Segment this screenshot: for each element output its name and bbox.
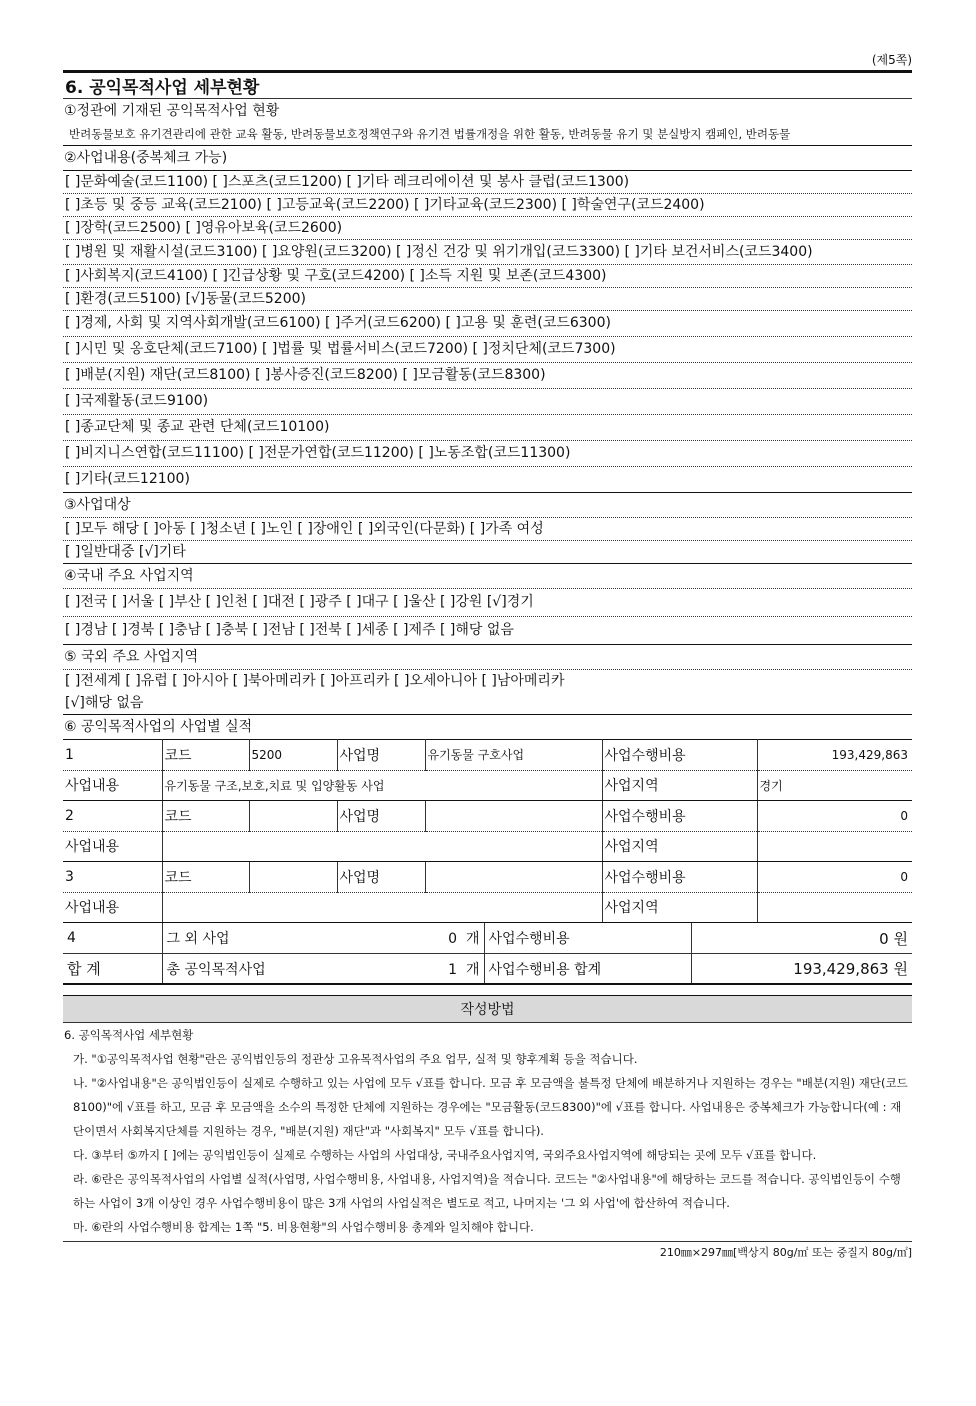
summary-table — [63, 923, 912, 985]
total-cost-label: 사업수행비용 합계 — [484, 954, 691, 985]
guide-paragraph: 마. ⑥란의 사업수행비용 합계는 1쪽 "5. 비용현황"의 사업수행비용 총계와 일치해야 합니다. — [73, 1220, 534, 1234]
total-cost-value: 193,429,863 — [793, 960, 889, 978]
section-2-rows — [63, 170, 912, 492]
guide-heading: 작성방법 — [63, 995, 912, 1023]
section-4-label: ④국내 주요 사업지역 — [63, 563, 912, 588]
checkbox-row[interactable]: [ ]국제활동(코드9100) — [63, 388, 912, 414]
checkbox-row[interactable]: [√]해당 없음 — [65, 695, 144, 711]
page-number: (제5쪽) — [871, 53, 912, 67]
content-label: 사업내용 — [63, 892, 162, 923]
form-page — [63, 50, 912, 1264]
region-label: 사업지역 — [602, 831, 757, 862]
guide-paragraph: 다. ③부터 ⑤까지 [ ]에는 공익법인등이 실제로 수행하는 사업의 사업대상, 국내주요사업지역, 국외주요사업지역에 해당되는 곳에 모두 √표를 합니다. — [73, 1148, 817, 1162]
total-label: 합 계 — [63, 954, 162, 985]
section-1-label: ①정관에 기재된 공익목적사업 현황 — [63, 98, 912, 123]
other-label: 그 외 사업 — [162, 923, 346, 954]
cost-value[interactable]: 0 — [757, 801, 912, 832]
name-value[interactable]: 유기동물 구호사업 — [425, 740, 602, 771]
name-label: 사업명 — [337, 740, 425, 771]
table-row — [63, 923, 912, 954]
other-cost-value: 0 — [879, 929, 889, 948]
total-cost-unit: 원 — [893, 960, 908, 978]
cost-label: 사업수행비용 — [602, 740, 757, 771]
page-title: 6. 공익목적사업 세부현황 — [63, 70, 912, 98]
other-cost[interactable] — [691, 923, 912, 954]
region-label: 사업지역 — [602, 770, 757, 801]
guide-paragraph: 가. "①공익목적사업 현황"란은 공익법인등의 정관상 고유목적사업의 주요 업무, 실적 및 향후계획 등을 적습니다. — [73, 1052, 638, 1066]
content-value[interactable] — [162, 892, 602, 923]
other-cost-unit: 원 — [893, 929, 908, 948]
total-desc: 총 공익목적사업 — [162, 954, 346, 985]
total-cost[interactable] — [691, 954, 912, 985]
guide-paragraph: 나. "②사업내용"은 공익법인등이 실제로 수행하고 있는 사업에 모두 √표를 합니다. 모금 후 모금액을 불특정 단체에 배분하거나 지원하는 경우는 "배분(지원) 재단(코드8100)"에 √표를 하고, 모금 후 모금액을 소수의 특정한 단체에 지원하는 경우에는 "모금활동(코드8300)"에 √표를 합니다. 사업내용은 중복체크가 가능합니다(예 : 재단이면서 사회복지단체를 지원하는 경우, "배분(지원) 재단"과 "사회복지" 모두 √표를 합니다). — [73, 1076, 908, 1138]
guide-paragraph: 라. ⑥란은 공익목적사업의 사업별 실적(사업명, 사업수행비용, 사업내용, 사업지역)을 적습니다. 코드는 "②사업내용"에 해당하는 코드를 적습니다. 공익법인등이 수행하는 사업이 3개 이상인 경우 사업수행비용이 많은 3개 사업의 사업실적은 별도로 적고, 나머지는 '그 외 사업'에 합산하여 적습니다. — [73, 1172, 901, 1210]
total-count-unit: 개 — [465, 961, 480, 978]
content-value[interactable] — [162, 831, 602, 862]
other-count-unit: 개 — [465, 931, 480, 947]
table-row — [63, 892, 912, 923]
other-cost-label: 사업수행비용 — [484, 923, 691, 954]
table-row — [63, 831, 912, 862]
checkbox-row[interactable]: [ ]모두 해당 [ ]아동 [ ]청소년 [ ]노인 [ ]장애인 [ ]외국인(다문화) [ ]가족 여성 — [63, 517, 912, 540]
checkbox-row[interactable]: [ ]일반대중 [√]기타 — [63, 540, 912, 563]
cost-label: 사업수행비용 — [602, 801, 757, 832]
section-3-label: ③사업대상 — [63, 492, 912, 517]
region-value[interactable]: 경기 — [757, 770, 912, 801]
section-5-label: ⑤ 국외 주요 사업지역 — [63, 644, 912, 669]
region-value[interactable] — [757, 831, 912, 862]
checkbox-row[interactable]: [ ]장학(코드2500) [ ]영유아보육(코드2600) — [63, 216, 912, 239]
cost-value[interactable]: 193,429,863 — [757, 740, 912, 771]
project-performance-table — [63, 739, 912, 923]
checkbox-row[interactable]: [ ]전국 [ ]서울 [ ]부산 [ ]인천 [ ]대전 [ ]광주 [ ]대구 [ ]울산 [ ]강원 [√]경기 — [63, 588, 912, 616]
code-label: 코드 — [162, 740, 249, 771]
checkbox-row[interactable]: [ ]종교단체 및 종교 관련 단체(코드10100) — [63, 414, 912, 440]
code-value[interactable]: 5200 — [249, 740, 337, 771]
project-number: 1 — [63, 740, 162, 771]
section-6-label: ⑥ 공익목적사업의 사업별 실적 — [63, 714, 912, 739]
name-value[interactable] — [425, 862, 602, 893]
checkbox-row[interactable]: [ ]기타(코드12100) — [63, 466, 912, 492]
other-number: 4 — [63, 923, 162, 954]
content-value[interactable]: 유기동물 구조,보호,치료 및 입양활동 사업 — [162, 770, 602, 801]
guide-title: 6. 공익목적사업 세부현황 — [64, 1028, 194, 1042]
checkbox-row[interactable]: [ ]문화예술(코드1100) [ ]스포츠(코드1200) [ ]기타 레크리에이션 및 봉사 클럽(코드1300) — [63, 170, 912, 193]
table-row — [63, 954, 912, 985]
code-label: 코드 — [162, 801, 249, 832]
section-1-content: 반려동물보호 유기견관리에 관한 교육 활동, 반려동물보호정책연구와 유기견 법률개정을 위한 활동, 반려동물 유기 및 분실방지 캠페인, 반려동물 — [69, 127, 791, 141]
code-value[interactable] — [249, 862, 337, 893]
checkbox-row[interactable]: [ ]비지니스연합(코드11100) [ ]전문가연합(코드11200) [ ]노동조합(코드11300) — [63, 440, 912, 466]
other-count-value: 0 — [448, 931, 458, 947]
checkbox-row[interactable]: [ ]초등 및 중등 교육(코드2100) [ ]고등교육(코드2200) [ ]기타교육(코드2300) [ ]학술연구(코드2400) — [63, 193, 912, 216]
checkbox-row[interactable]: [ ]환경(코드5100) [√]동물(코드5200) — [63, 287, 912, 310]
table-row — [63, 740, 912, 771]
checkbox-row[interactable]: [ ]배분(지원) 재단(코드8100) [ ]봉사증진(코드8200) [ ]모금활동(코드8300) — [63, 362, 912, 388]
guide-body — [63, 1023, 912, 1239]
checkbox-row[interactable]: [ ]전세계 [ ]유럽 [ ]아시아 [ ]북아메리카 [ ]아프리카 [ ]오세아니아 [ ]남아메리카 — [63, 669, 912, 692]
code-value[interactable] — [249, 801, 337, 832]
code-label: 코드 — [162, 862, 249, 893]
checkbox-row[interactable]: [ ]사회복지(코드4100) [ ]긴급상황 및 구호(코드4200) [ ]소득 지원 및 보존(코드4300) — [63, 264, 912, 287]
paper-spec-footer: 210㎜×297㎜[백상지 80g/㎡ 또는 중질지 80g/㎡] — [63, 1241, 912, 1264]
checkbox-row[interactable]: [ ]경제, 사회 및 지역사회개발(코드6100) [ ]주거(코드6200) [ ]고용 및 훈련(코드6300) — [63, 310, 912, 336]
project-number: 3 — [63, 862, 162, 893]
checkbox-row[interactable]: [ ]시민 및 옹호단체(코드7100) [ ]법률 및 법률서비스(코드7200) [ ]정치단체(코드7300) — [63, 336, 912, 362]
region-value[interactable] — [757, 892, 912, 923]
other-count[interactable] — [346, 923, 484, 954]
total-count-value: 1 — [448, 961, 458, 978]
table-row — [63, 770, 912, 801]
project-number: 2 — [63, 801, 162, 832]
total-count[interactable] — [346, 954, 484, 985]
checkbox-row[interactable]: [ ]병원 및 재활시설(코드3100) [ ]요양원(코드3200) [ ]정신 건강 및 위기개입(코드3300) [ ]기타 보건서비스(코드3400) — [63, 239, 912, 264]
section-2-label: ②사업내용(중복체크 가능) — [63, 145, 912, 170]
table-row — [63, 801, 912, 832]
region-label: 사업지역 — [602, 892, 757, 923]
name-label: 사업명 — [337, 862, 425, 893]
cost-value[interactable]: 0 — [757, 862, 912, 893]
content-label: 사업내용 — [63, 831, 162, 862]
content-label: 사업내용 — [63, 770, 162, 801]
name-value[interactable] — [425, 801, 602, 832]
checkbox-row[interactable]: [ ]경남 [ ]경북 [ ]충남 [ ]충북 [ ]전남 [ ]전북 [ ]세종 [ ]제주 [ ]해당 없음 — [63, 616, 912, 644]
name-label: 사업명 — [337, 801, 425, 832]
cost-label: 사업수행비용 — [602, 862, 757, 893]
table-row — [63, 862, 912, 893]
